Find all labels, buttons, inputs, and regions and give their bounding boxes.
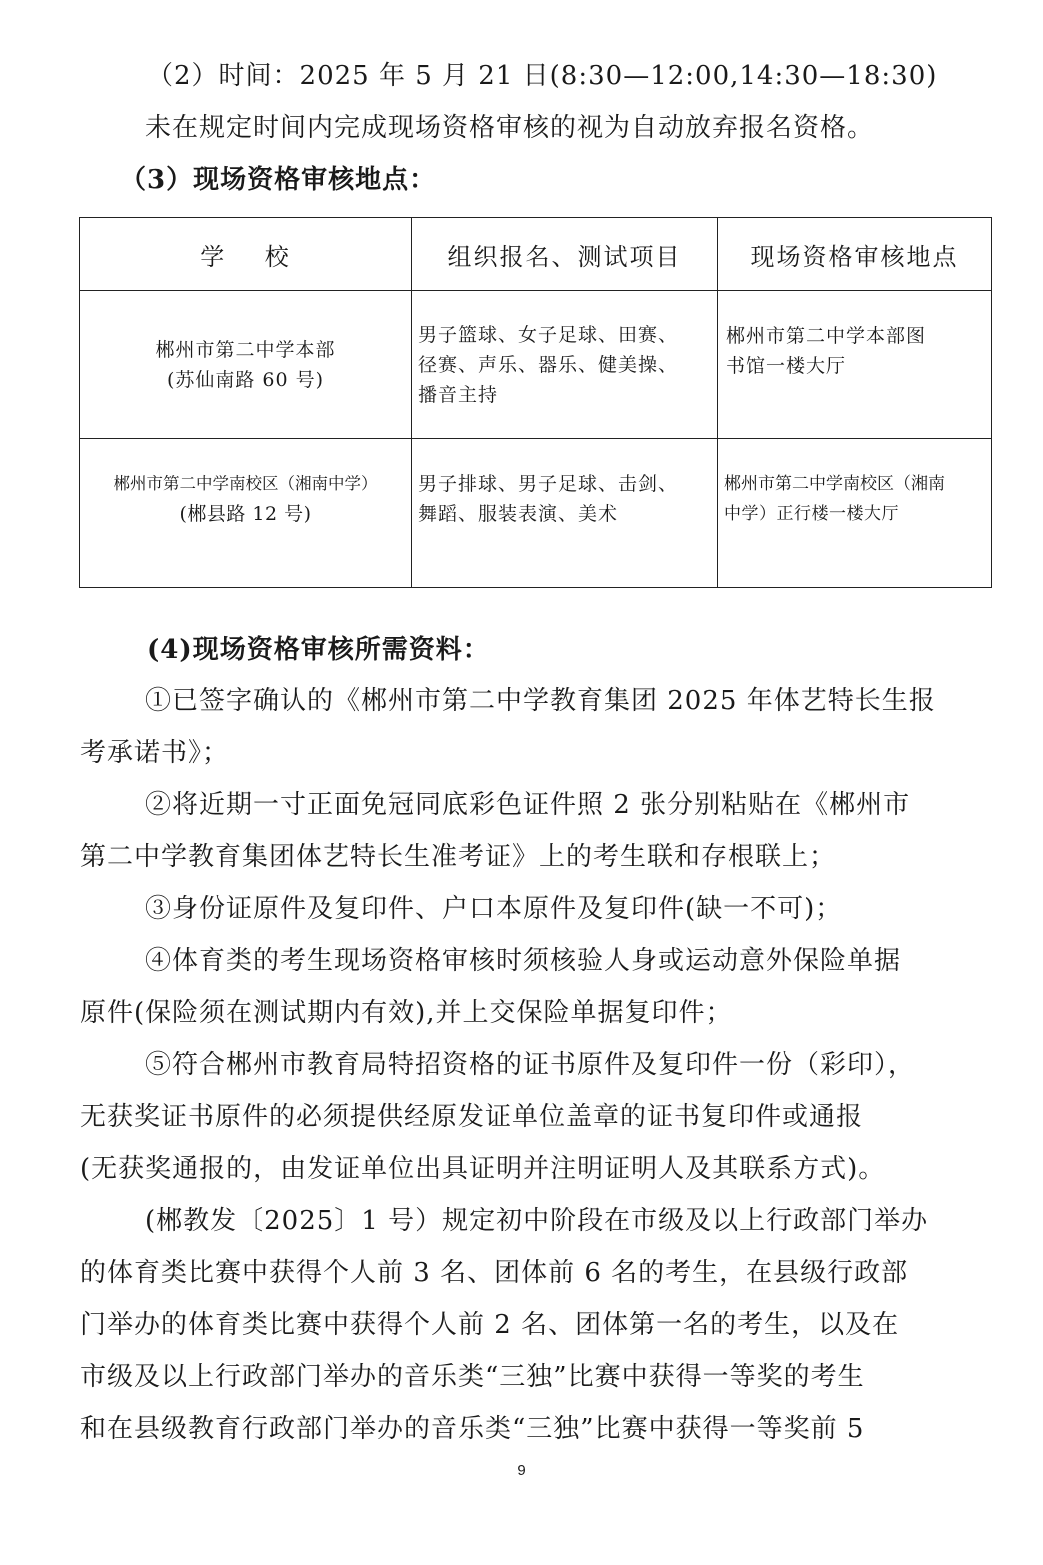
school-cell bbox=[80, 439, 412, 588]
policy-paragraph-cont: 市级及以上行政部门举办的音乐类“三独”比赛中获得一等奖的考生 bbox=[80, 1362, 865, 1392]
place-cell bbox=[718, 439, 992, 588]
materials-item-cont: (无获奖通报的，由发证单位出具证明并注明证明人及其联系方式)。 bbox=[80, 1154, 886, 1184]
venue-heading: （3）现场资格审核地点： bbox=[120, 165, 437, 195]
policy-paragraph-cont: 的体育类比赛中获得个人前 3 名、团体前 6 名的考生，在县级行政部 bbox=[80, 1258, 909, 1288]
place-line: 书馆一楼大厅 bbox=[726, 354, 847, 377]
items-line: 男子排球、男子足球、击剑、 bbox=[418, 473, 679, 495]
items-line: 舞蹈、服装表演、美术 bbox=[418, 503, 619, 525]
materials-item: ①已签字确认的《郴州市第二中学教育集团 2025 年体艺特长生报 bbox=[145, 686, 936, 716]
place-line: 郴州市第二中学南校区（湘南 bbox=[724, 474, 945, 494]
materials-item: ③身份证原件及复印件、户口本原件及复印件(缺一不可)； bbox=[145, 894, 843, 924]
items-line: 男子篮球、女子足球、田赛、 bbox=[418, 323, 679, 346]
items-cell bbox=[412, 291, 718, 439]
table-header-row bbox=[80, 218, 992, 291]
policy-paragraph-cont: 门举办的体育类比赛中获得个人前 2 名、团体第一名的考生，以及在 bbox=[80, 1310, 900, 1340]
policy-paragraph: (郴教发〔2025〕1 号）规定初中阶段在市级及以上行政部门举办 bbox=[145, 1206, 929, 1236]
deadline-note: 未在规定时间内完成现场资格审核的视为自动放弃报名资格。 bbox=[145, 113, 875, 143]
time-line: （2）时间：2025 年 5 月 21 日(8:30—12:00,14:30—18:30) bbox=[147, 61, 938, 91]
materials-item-cont: 第二中学教育集团体艺特长生准考证》上的考生联和存根联上； bbox=[80, 842, 837, 872]
school-address: (郴县路 12 号) bbox=[179, 503, 312, 525]
place-cell bbox=[718, 291, 992, 439]
policy-paragraph-cont: 和在县级教育行政部门举办的音乐类“三独”比赛中获得一等奖前 5 bbox=[80, 1414, 865, 1444]
header-place: 现场资格审核地点 bbox=[718, 218, 992, 291]
school-cell bbox=[80, 291, 412, 439]
table-row bbox=[80, 291, 992, 439]
school-name: 郴州市第二中学本部 bbox=[155, 338, 336, 361]
venue-table bbox=[79, 217, 992, 588]
materials-item-cont: 原件(保险须在测试期内有效),并上交保险单据复印件； bbox=[80, 998, 733, 1028]
items-cell bbox=[412, 439, 718, 588]
materials-item-cont: 无获奖证书原件的必须提供经原发证单位盖章的证书复印件或通报 bbox=[80, 1102, 864, 1132]
materials-item: ②将近期一寸正面免冠同底彩色证件照 2 张分别粘贴在《郴州市 bbox=[145, 790, 911, 820]
materials-item-cont: 考承诺书》； bbox=[80, 738, 230, 768]
items-line: 径赛、声乐、器乐、健美操、 bbox=[418, 353, 679, 376]
table-row bbox=[80, 439, 992, 588]
header-items: 组织报名、测试项目 bbox=[412, 218, 718, 291]
school-address: (苏仙南路 60 号) bbox=[166, 368, 325, 391]
page-number: 9 bbox=[517, 1462, 526, 1479]
place-line: 郴州市第二中学本部图 bbox=[726, 324, 927, 347]
place-line: 中学）正行楼一楼大厅 bbox=[724, 504, 899, 524]
school-name: 郴州市第二中学南校区（湘南中学） bbox=[113, 474, 378, 493]
items-line: 播音主持 bbox=[418, 383, 499, 406]
materials-heading: (4)现场资格审核所需资料： bbox=[147, 635, 490, 665]
materials-item: ⑤符合郴州市教育局特招资格的证书原件及复印件一份（彩印）， bbox=[145, 1050, 916, 1080]
header-school: 学 校 bbox=[80, 218, 412, 291]
materials-item: ④体育类的考生现场资格审核时须核验人身或运动意外保险单据 bbox=[145, 946, 902, 976]
